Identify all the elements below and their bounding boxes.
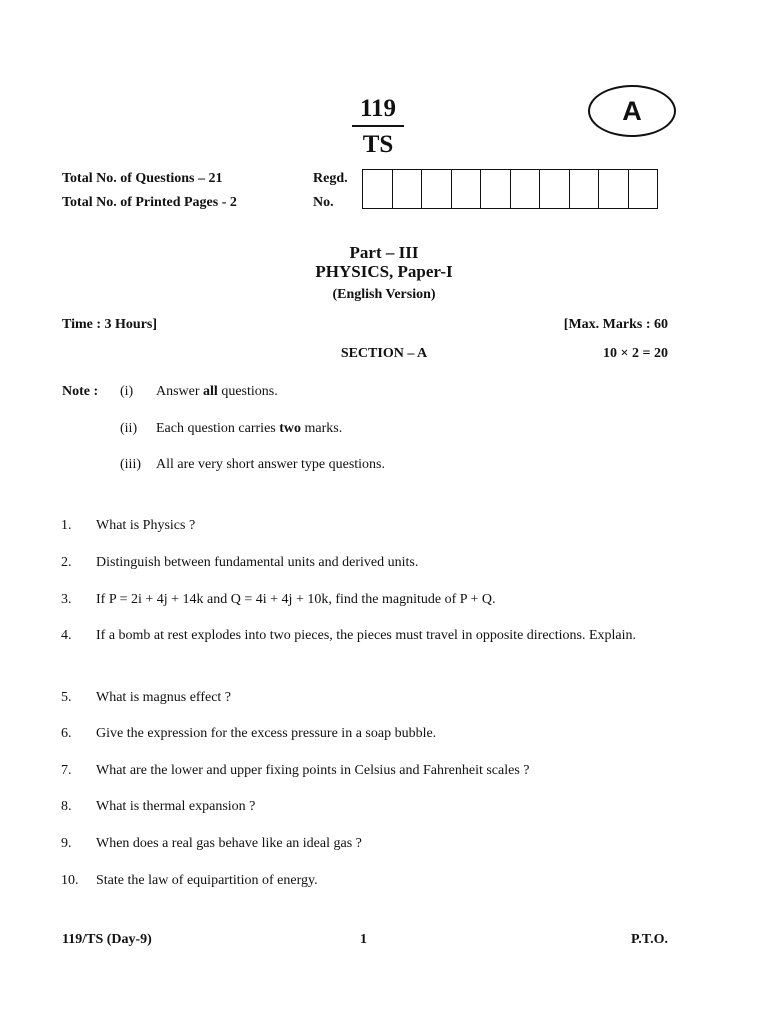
- regd-no-label: No.: [313, 195, 334, 210]
- total-pages: Total No. of Printed Pages - 2: [62, 195, 237, 210]
- note-text-emphasis: two: [279, 421, 302, 436]
- total-questions: Total No. of Questions – 21: [62, 171, 223, 186]
- section-heading: SECTION – A: [340, 346, 428, 361]
- question-text: What is magnus effect ?: [96, 690, 232, 705]
- question-text: What is thermal expansion ?: [96, 799, 256, 814]
- question-number: 9.: [61, 836, 72, 851]
- question-number: 1.: [61, 518, 72, 533]
- version-badge: A: [588, 85, 676, 137]
- regd-box: [629, 170, 658, 208]
- question-number: 3.: [61, 592, 72, 607]
- page-number: 1: [360, 932, 367, 947]
- subject-heading: PHYSICS, Paper-I: [315, 262, 453, 281]
- note-text-pre: Each question carries: [156, 421, 280, 436]
- regd-box: [393, 170, 423, 208]
- question-number: 7.: [61, 763, 72, 778]
- question-text: What are the lower and upper fixing points in Celsius and Fahrenheit scales ?: [96, 763, 530, 778]
- note-number: (ii): [120, 421, 138, 436]
- footer-code: 119/TS (Day-9): [62, 932, 152, 947]
- question-number: 4.: [61, 628, 72, 643]
- question-number: 8.: [61, 799, 72, 814]
- question-number: 5.: [61, 690, 72, 705]
- question-text: Give the expression for the excess pressure in a soap bubble.: [96, 726, 437, 741]
- paper-suffix: TS: [362, 131, 394, 158]
- note-number: (i): [120, 384, 134, 399]
- max-marks-label: [Max. Marks : 60: [563, 317, 668, 332]
- regd-label: Regd.: [313, 171, 348, 186]
- question-number: 6.: [61, 726, 72, 741]
- question-text: When does a real gas behave like an ideal gas ?: [96, 836, 362, 851]
- note-text-post: questions.: [217, 384, 278, 399]
- version-heading: (English Version): [332, 287, 436, 302]
- note-text-pre: All are very short answer type questions.: [156, 457, 385, 472]
- regd-box: [422, 170, 452, 208]
- regd-box: [363, 170, 393, 208]
- pto-label: P.T.O.: [631, 932, 668, 947]
- question-text: What is Physics ?: [96, 518, 196, 533]
- question-number: 10.: [61, 873, 79, 888]
- paper-code: 119: [352, 93, 404, 127]
- note-text-post: marks.: [301, 421, 343, 436]
- regd-box: [599, 170, 629, 208]
- part-heading: Part – III: [349, 243, 419, 262]
- note-text-pre: Answer: [156, 384, 204, 399]
- regd-box: [481, 170, 511, 208]
- note-text-emphasis: all: [203, 384, 218, 399]
- question-text: Distinguish between fundamental units and derived units.: [96, 555, 419, 570]
- question-text: If P = 2i + 4j + 14k and Q = 4i + 4j + 10k, find the magnitude of P + Q.: [96, 592, 496, 607]
- note-text: [156, 457, 385, 473]
- note-text: [156, 421, 342, 437]
- note-number: (iii): [120, 457, 141, 472]
- regd-box: [452, 170, 482, 208]
- note-text: [156, 384, 278, 400]
- question-text: State the law of equipartition of energy.: [96, 873, 318, 888]
- registration-number-boxes: [362, 169, 658, 209]
- question-text: If a bomb at rest explodes into two pieces, the pieces must travel in opposite directions. Explain.: [96, 628, 637, 643]
- time-label: Time : 3 Hours]: [62, 317, 158, 332]
- regd-box: [570, 170, 600, 208]
- note-label: Note :: [62, 384, 99, 399]
- question-number: 2.: [61, 555, 72, 570]
- regd-box: [540, 170, 570, 208]
- section-marks: 10 × 2 = 20: [603, 346, 668, 361]
- regd-box: [511, 170, 541, 208]
